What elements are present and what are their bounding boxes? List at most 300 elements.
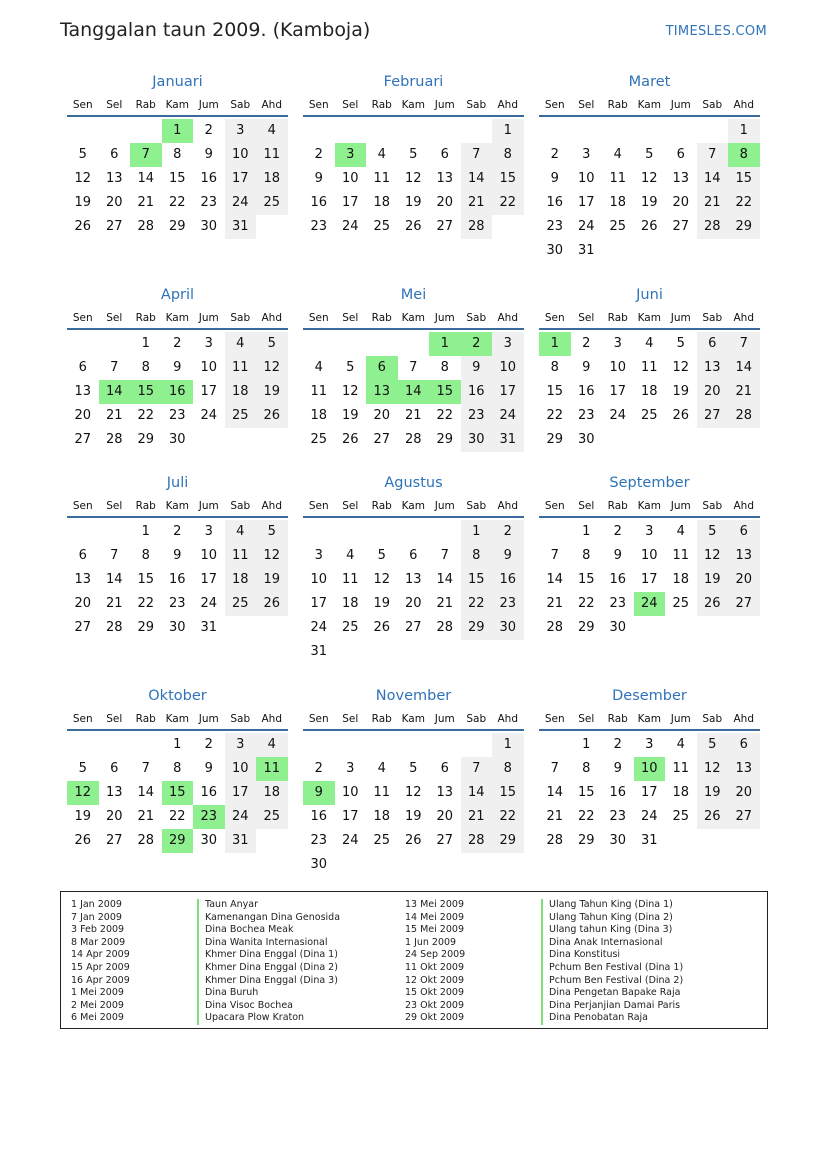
day-cell: 3 — [645, 524, 654, 539]
month-name: Januari — [152, 74, 203, 90]
month-name: Februari — [383, 74, 444, 90]
day-cell: 21 — [105, 596, 123, 611]
day-cell: 26 — [74, 833, 92, 848]
holiday-day: 15 — [130, 380, 162, 404]
day-cell: 2 — [204, 123, 213, 138]
month-name: Agustus — [384, 475, 443, 491]
day-cell: 20 — [697, 380, 729, 404]
day-cell: 1 — [141, 524, 150, 539]
day-cell: 10 — [492, 356, 524, 380]
day-cell: 9 — [314, 171, 323, 186]
day-cell: 7 — [409, 360, 418, 375]
weekday-label: Sel — [578, 99, 595, 111]
day-cell: 19 — [341, 408, 359, 423]
weekday-label: Jum — [434, 99, 455, 111]
legend-holiday-name: Pchum Ben Festival (Dina 1) — [541, 962, 683, 975]
weekday-label: Sab — [466, 312, 487, 324]
month-name: Juli — [166, 475, 189, 491]
day-cell: 3 — [225, 733, 257, 757]
day-cell: 28 — [728, 404, 760, 428]
day-cell: 17 — [492, 380, 524, 404]
day-cell: 10 — [640, 548, 658, 563]
day-cell: 7 — [461, 143, 493, 167]
day-cell: 9 — [582, 360, 591, 375]
day-cell: 20 — [728, 781, 760, 805]
day-cell: 3 — [204, 336, 213, 351]
weekday-header — [303, 308, 524, 330]
day-cell: 2 — [173, 524, 182, 539]
weekday-label: Kam — [401, 500, 425, 512]
weekday-label: Jum — [198, 500, 219, 512]
day-cell: 21 — [697, 191, 729, 215]
day-cell: 28 — [461, 829, 493, 853]
weekday-label: Ahd — [497, 99, 518, 111]
holiday-day: 1 — [539, 332, 571, 356]
day-cell: 27 — [728, 805, 760, 829]
day-cell: 3 — [645, 737, 654, 752]
day-cell: 23 — [492, 592, 524, 616]
holiday-day: 11 — [256, 757, 288, 781]
weekday-label: Ahd — [497, 312, 518, 324]
legend-holiday-name: Dina Visoc Bochea — [197, 1000, 340, 1013]
day-cell: 21 — [404, 408, 422, 423]
day-cell: 23 — [310, 219, 328, 234]
month-name: November — [375, 688, 452, 704]
day-cell: 30 — [168, 620, 186, 635]
day-cell: 25 — [609, 219, 627, 234]
day-cell: 2 — [492, 520, 524, 544]
day-cell: 15 — [168, 171, 186, 186]
month-name: Desember — [612, 688, 687, 704]
day-cell: 18 — [225, 568, 257, 592]
day-cell: 14 — [728, 356, 760, 380]
month-oktober — [67, 686, 288, 853]
day-cell: 7 — [440, 548, 449, 563]
day-cell: 18 — [373, 195, 391, 210]
day-cell: 20 — [74, 408, 92, 423]
day-cell: 13 — [697, 356, 729, 380]
day-cell: 1 — [492, 733, 524, 757]
day-cell: 15 — [137, 572, 155, 587]
day-cell: 27 — [436, 833, 454, 848]
day-cell: 22 — [728, 191, 760, 215]
month-name: Oktober — [148, 688, 207, 704]
weekday-label: Sab — [702, 713, 723, 725]
legend-names-col-1 — [197, 899, 340, 1025]
day-cell: 24 — [225, 805, 257, 829]
month-januari — [67, 72, 288, 239]
day-cell: 30 — [609, 620, 627, 635]
holiday-day: 14 — [99, 380, 131, 404]
day-cell: 18 — [373, 809, 391, 824]
day-cell: 17 — [200, 384, 218, 399]
legend-holiday-name: Khmer Dina Enggal (Dina 1) — [197, 949, 340, 962]
day-cell: 24 — [200, 596, 218, 611]
weekday-label: Ahd — [733, 312, 754, 324]
day-cell: 14 — [697, 167, 729, 191]
weekday-label: Kam — [637, 99, 661, 111]
weekday-label: Sel — [342, 713, 359, 725]
holiday-legend — [60, 891, 768, 1029]
weekday-label: Jum — [434, 312, 455, 324]
weekday-label: Kam — [637, 713, 661, 725]
day-cell: 11 — [373, 785, 391, 800]
empty-cell — [571, 119, 603, 143]
weekday-header — [67, 709, 288, 731]
weekday-header — [303, 709, 524, 731]
day-grid — [67, 119, 288, 239]
empty-cell — [99, 119, 131, 143]
day-cell: 9 — [173, 548, 182, 563]
day-cell: 3 — [314, 548, 323, 563]
day-cell: 7 — [461, 757, 493, 781]
day-cell: 5 — [256, 332, 288, 356]
brand-link[interactable]: TIMESLES.COM — [665, 24, 767, 39]
day-cell: 1 — [582, 737, 591, 752]
weekday-label: Sel — [578, 500, 595, 512]
day-cell: 3 — [492, 332, 524, 356]
day-cell: 9 — [613, 761, 622, 776]
day-cell: 30 — [200, 833, 218, 848]
day-cell: 15 — [461, 568, 493, 592]
day-cell: 19 — [697, 781, 729, 805]
day-cell: 30 — [461, 428, 493, 452]
day-cell: 3 — [582, 147, 591, 162]
day-cell: 24 — [225, 191, 257, 215]
day-cell: 3 — [613, 336, 622, 351]
day-cell: 25 — [310, 432, 328, 447]
day-cell: 16 — [492, 568, 524, 592]
weekday-label: Kam — [401, 713, 425, 725]
day-grid — [539, 119, 760, 263]
day-cell: 5 — [78, 147, 87, 162]
day-cell: 26 — [373, 620, 391, 635]
day-cell: 8 — [582, 761, 591, 776]
day-cell: 19 — [74, 195, 92, 210]
empty-cell — [99, 520, 131, 544]
legend-holiday-name: Khmer Dina Enggal (Dina 3) — [197, 975, 340, 988]
day-cell: 1 — [461, 520, 493, 544]
day-cell: 19 — [404, 809, 422, 824]
day-cell: 4 — [225, 332, 257, 356]
legend-holiday-name: Ulang tahun King (Dina 3) — [541, 924, 683, 937]
legend-date: 7 Jan 2009 — [71, 911, 122, 923]
day-cell: 2 — [173, 336, 182, 351]
day-grid — [67, 733, 288, 853]
weekday-header — [303, 496, 524, 518]
day-cell: 27 — [105, 219, 123, 234]
day-cell: 18 — [640, 384, 658, 399]
legend-holiday-name: Upacara Plow Kraton — [197, 1012, 340, 1025]
day-cell: 13 — [74, 384, 92, 399]
day-cell: 17 — [577, 195, 595, 210]
day-cell: 26 — [404, 219, 422, 234]
weekday-label: Sen — [544, 312, 565, 324]
month-name: Mei — [400, 287, 427, 303]
day-cell: 29 — [577, 833, 595, 848]
day-cell: 19 — [373, 596, 391, 611]
day-cell: 30 — [609, 833, 627, 848]
day-cell: 18 — [672, 785, 690, 800]
day-cell: 29 — [137, 432, 155, 447]
day-cell: 12 — [404, 171, 422, 186]
day-grid — [539, 332, 760, 452]
day-cell: 19 — [256, 380, 288, 404]
legend-date: 1 Jan 2009 — [71, 899, 122, 910]
day-cell: 5 — [409, 147, 418, 162]
holiday-day: 1 — [429, 332, 461, 356]
day-cell: 13 — [105, 785, 123, 800]
day-cell: 12 — [640, 171, 658, 186]
day-cell: 13 — [74, 572, 92, 587]
weekday-label: Ahd — [261, 312, 282, 324]
day-cell: 11 — [609, 171, 627, 186]
day-cell: 25 — [225, 592, 257, 616]
weekday-label: Rab — [135, 312, 156, 324]
day-cell: 6 — [728, 520, 760, 544]
weekday-header — [539, 308, 760, 330]
weekday-label: Ahd — [497, 500, 518, 512]
day-cell: 5 — [377, 548, 386, 563]
day-cell: 2 — [314, 147, 323, 162]
day-cell: 22 — [546, 408, 564, 423]
empty-cell — [539, 119, 571, 143]
day-cell: 9 — [492, 544, 524, 568]
day-cell: 28 — [546, 620, 564, 635]
holiday-day: 15 — [162, 781, 194, 805]
day-cell: 4 — [314, 360, 323, 375]
legend-holiday-name: Dina Pengetan Bapake Raja — [541, 987, 683, 1000]
empty-cell — [602, 119, 634, 143]
weekday-label: Ahd — [497, 713, 518, 725]
legend-date: 15 Mei 2009 — [405, 924, 464, 936]
month-juni — [539, 285, 760, 452]
day-cell: 12 — [256, 544, 288, 568]
day-cell: 15 — [577, 572, 595, 587]
day-cell: 28 — [461, 215, 493, 239]
weekday-label: Sab — [466, 713, 487, 725]
day-cell: 12 — [672, 360, 690, 375]
weekday-label: Sab — [466, 500, 487, 512]
holiday-day: 14 — [398, 380, 430, 404]
legend-date: 11 Okt 2009 — [405, 961, 465, 973]
day-cell: 23 — [168, 408, 186, 423]
day-grid — [303, 733, 524, 877]
day-cell: 22 — [436, 408, 454, 423]
day-cell: 18 — [256, 781, 288, 805]
day-cell: 1 — [492, 119, 524, 143]
month-desember — [539, 686, 760, 853]
weekday-label: Sen — [72, 500, 93, 512]
day-cell: 17 — [640, 572, 658, 587]
day-cell: 25 — [672, 596, 690, 611]
day-cell: 26 — [256, 404, 288, 428]
day-cell: 17 — [225, 167, 257, 191]
day-cell: 9 — [204, 147, 213, 162]
day-cell: 6 — [78, 360, 87, 375]
weekday-label: Jum — [670, 500, 691, 512]
day-cell: 22 — [461, 592, 493, 616]
weekday-label: Sen — [308, 312, 329, 324]
day-cell: 28 — [137, 219, 155, 234]
empty-cell — [130, 733, 162, 757]
day-cell: 9 — [204, 761, 213, 776]
day-cell: 5 — [256, 520, 288, 544]
month-name: Juni — [636, 287, 663, 303]
weekday-header — [539, 709, 760, 731]
day-cell: 2 — [582, 336, 591, 351]
empty-cell — [130, 119, 162, 143]
day-cell: 27 — [672, 219, 690, 234]
day-cell: 23 — [546, 219, 564, 234]
empty-cell — [303, 332, 335, 356]
legend-date: 8 Mar 2009 — [71, 936, 126, 948]
day-cell: 22 — [492, 191, 524, 215]
weekday-label: Sen — [72, 99, 93, 111]
day-cell: 19 — [404, 195, 422, 210]
day-cell: 23 — [609, 596, 627, 611]
day-cell: 25 — [225, 404, 257, 428]
day-cell: 5 — [697, 520, 729, 544]
empty-cell — [539, 520, 571, 544]
day-cell: 19 — [697, 568, 729, 592]
day-cell: 14 — [546, 572, 564, 587]
weekday-label: Sab — [702, 312, 723, 324]
day-cell: 21 — [546, 809, 564, 824]
holiday-day: 24 — [634, 592, 666, 616]
legend-holiday-name: Dina Anak Internasional — [541, 937, 683, 950]
day-cell: 4 — [256, 733, 288, 757]
day-cell: 5 — [346, 360, 355, 375]
day-cell: 2 — [613, 524, 622, 539]
day-cell: 20 — [74, 596, 92, 611]
day-cell: 11 — [310, 384, 328, 399]
day-cell: 3 — [346, 761, 355, 776]
day-cell: 2 — [613, 737, 622, 752]
day-cell: 16 — [200, 785, 218, 800]
day-cell: 11 — [256, 143, 288, 167]
weekday-label: Sab — [702, 99, 723, 111]
day-cell: 27 — [697, 404, 729, 428]
weekday-label: Kam — [401, 99, 425, 111]
day-cell: 29 — [461, 616, 493, 640]
weekday-label: Kam — [165, 312, 189, 324]
day-cell: 25 — [373, 219, 391, 234]
day-cell: 20 — [728, 568, 760, 592]
day-cell: 8 — [550, 360, 559, 375]
day-cell: 24 — [492, 404, 524, 428]
day-grid — [303, 520, 524, 664]
weekday-label: Ahd — [733, 99, 754, 111]
day-cell: 29 — [577, 620, 595, 635]
legend-dates-col-2 — [405, 899, 465, 1025]
day-cell: 11 — [672, 548, 690, 563]
day-cell: 29 — [168, 219, 186, 234]
weekday-label: Sel — [342, 500, 359, 512]
weekday-label: Jum — [670, 713, 691, 725]
day-cell: 15 — [728, 167, 760, 191]
day-cell: 6 — [676, 147, 685, 162]
day-cell: 4 — [225, 520, 257, 544]
empty-cell — [303, 119, 335, 143]
day-cell: 23 — [200, 195, 218, 210]
weekday-label: Kam — [165, 713, 189, 725]
weekday-label: Jum — [670, 312, 691, 324]
day-cell: 17 — [200, 572, 218, 587]
day-cell: 21 — [137, 195, 155, 210]
weekday-header — [539, 496, 760, 518]
day-cell: 17 — [341, 195, 359, 210]
day-cell: 28 — [546, 833, 564, 848]
legend-holiday-name: Dina Perjanjian Damai Paris — [541, 1000, 683, 1013]
day-cell: 30 — [577, 432, 595, 447]
day-cell: 30 — [168, 432, 186, 447]
day-cell: 8 — [440, 360, 449, 375]
day-cell: 21 — [137, 809, 155, 824]
month-mei — [303, 285, 524, 452]
empty-cell — [665, 119, 697, 143]
weekday-label: Rab — [607, 500, 628, 512]
day-cell: 22 — [577, 596, 595, 611]
day-cell: 31 — [640, 833, 658, 848]
day-cell: 8 — [582, 548, 591, 563]
empty-cell — [303, 733, 335, 757]
weekday-label: Jum — [670, 99, 691, 111]
day-cell: 16 — [310, 195, 328, 210]
weekday-label: Kam — [165, 500, 189, 512]
day-cell: 8 — [173, 761, 182, 776]
day-cell: 2 — [314, 761, 323, 776]
day-cell: 26 — [341, 432, 359, 447]
day-cell: 23 — [310, 833, 328, 848]
day-cell: 10 — [341, 171, 359, 186]
day-cell: 7 — [697, 143, 729, 167]
day-cell: 30 — [310, 857, 328, 872]
day-grid — [303, 332, 524, 452]
weekday-label: Rab — [607, 713, 628, 725]
weekday-label: Sen — [72, 312, 93, 324]
day-cell: 8 — [492, 143, 524, 167]
day-cell: 13 — [404, 572, 422, 587]
weekday-label: Kam — [165, 99, 189, 111]
day-cell: 9 — [461, 356, 493, 380]
weekday-label: Sen — [72, 713, 93, 725]
day-grid — [539, 520, 760, 640]
holiday-day: 12 — [67, 781, 99, 805]
legend-date: 1 Jun 2009 — [405, 936, 457, 948]
day-cell: 3 — [204, 524, 213, 539]
legend-date: 1 Mei 2009 — [71, 987, 124, 999]
day-cell: 31 — [225, 829, 257, 853]
weekday-label: Jum — [198, 312, 219, 324]
weekday-header — [539, 95, 760, 117]
day-grid — [67, 520, 288, 640]
day-cell: 18 — [310, 408, 328, 423]
day-cell: 2 — [204, 737, 213, 752]
day-cell: 15 — [492, 167, 524, 191]
weekday-label: Ahd — [261, 713, 282, 725]
month-april — [67, 285, 288, 452]
day-cell: 1 — [728, 119, 760, 143]
weekday-label: Sab — [230, 99, 251, 111]
day-cell: 11 — [341, 572, 359, 587]
weekday-label: Jum — [434, 500, 455, 512]
legend-holiday-name: Khmer Dina Enggal (Dina 2) — [197, 962, 340, 975]
day-cell: 17 — [640, 785, 658, 800]
weekday-label: Sel — [106, 99, 123, 111]
empty-cell — [67, 733, 99, 757]
day-cell: 19 — [672, 384, 690, 399]
